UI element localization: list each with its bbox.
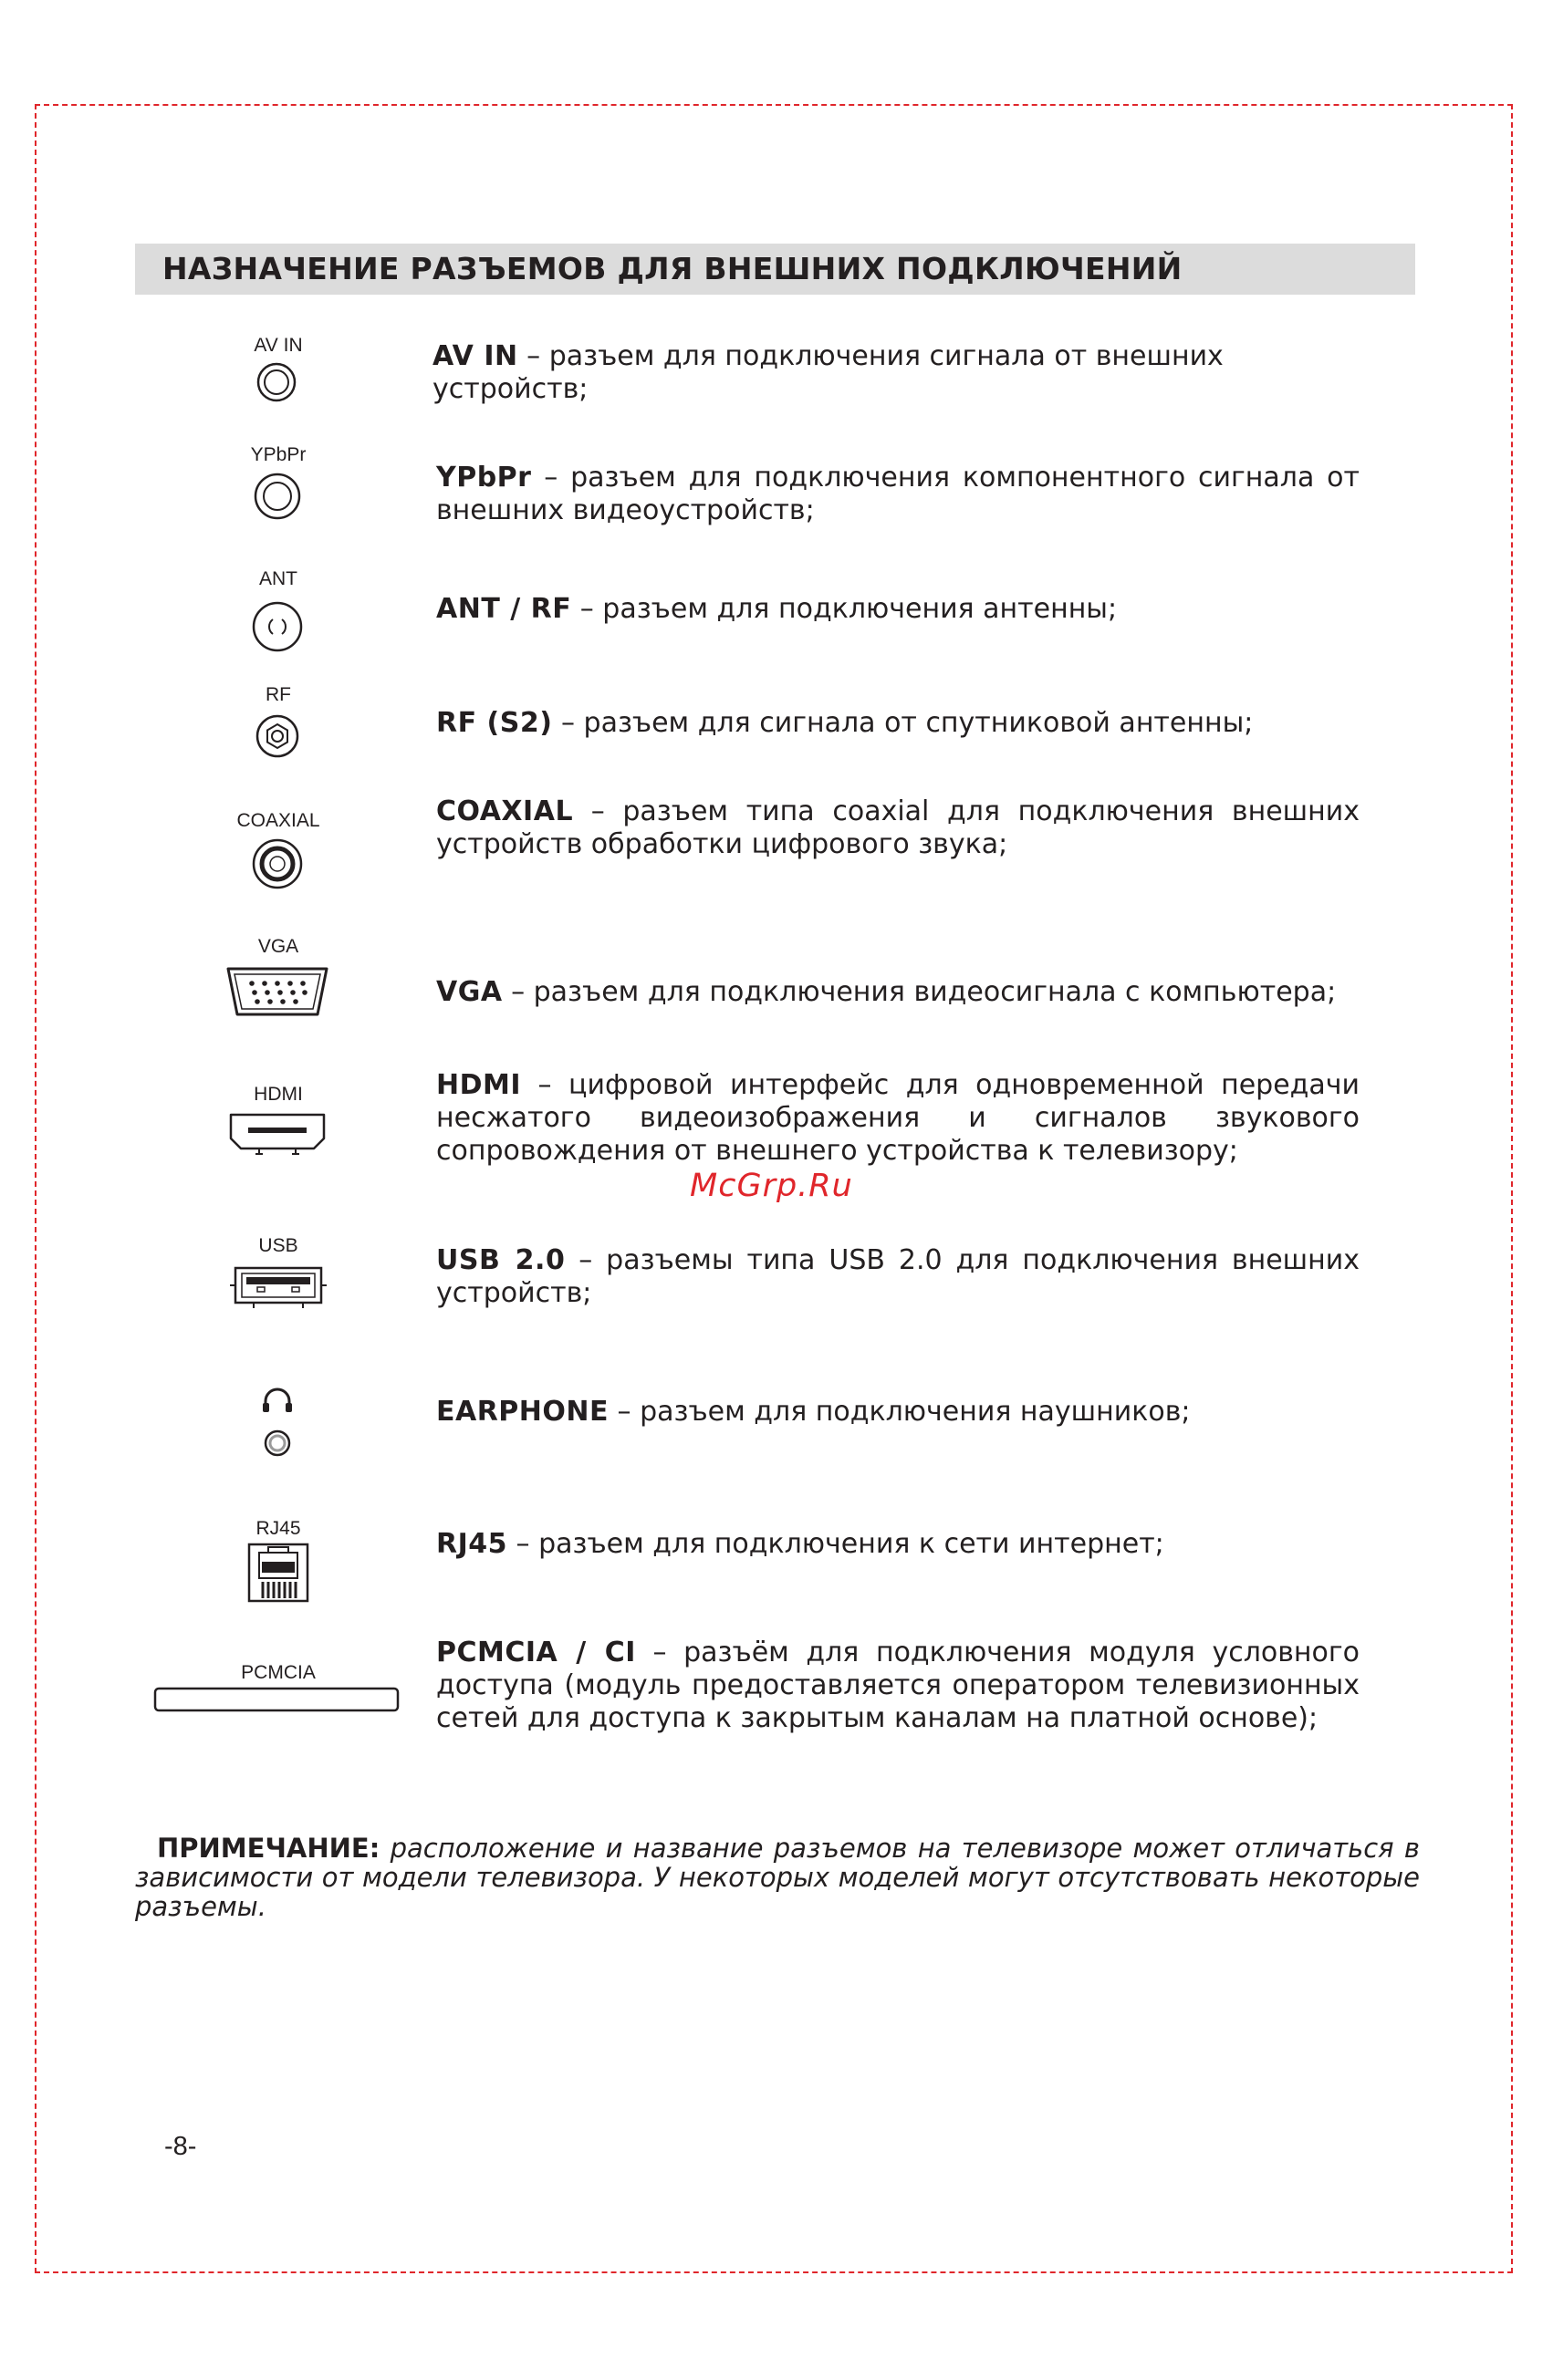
usb-icon-label: USB (258, 1235, 298, 1256)
av-in-icon-label: AV IN (254, 335, 303, 356)
headphone-jack-icon (259, 1387, 296, 1461)
rca-jack-icon (255, 361, 297, 403)
connector-description: COAXIAL – разъем типа coaxial для подключения внешних устройств обработки цифрового звука; (436, 795, 1360, 860)
connector-description: EARPHONE – разъем для подключения наушников; (436, 1396, 1191, 1428)
vga-port-icon (224, 965, 330, 1018)
connector-description: VGA – разъем для подключения видеосигнала с компьютера; (436, 976, 1337, 1008)
note-label: ПРИМЕЧАНИЕ: (157, 1833, 380, 1864)
hdmi-port-icon (228, 1111, 327, 1157)
ypbpr-icon-label: YPbPr (250, 444, 307, 465)
vga-icon-label: VGA (257, 936, 299, 957)
pcmcia-slot-icon (153, 1686, 401, 1713)
connector-description: AV IN – разъем для подключения сигнала от внешних устройств; (433, 340, 1224, 405)
coaxial-icon-label: COAXIAL (236, 810, 320, 831)
note (135, 1834, 1420, 1921)
hdmi-icon-label: HDMI (254, 1084, 303, 1105)
note-text: расположение и название разъемов на телевизоре может отличаться в зависимости от модели телевизора. У некоторых моделей могут отсутствовать некоторые разъемы. (135, 1833, 1420, 1922)
usb-port-icon (234, 1263, 323, 1310)
connector-description: YPbPr – разъем для подключения компонентного сигнала от внешних видеоустройств; (436, 462, 1360, 526)
page-title: НАЗНАЧЕНИЕ РАЗЪЕМОВ ДЛЯ ВНЕШНИХ ПОДКЛЮЧЕНИЙ (162, 251, 1183, 286)
coaxial-jack-icon (252, 838, 303, 889)
page-number: -8- (164, 2132, 197, 2161)
connector-description: PCMCIA / CI – разъём для подключения модуля условного доступа (модуль предоставляется оператором телевизионных сетей для доступа к закрытым каналам на платной основе); (436, 1637, 1360, 1734)
antenna-jack-icon (252, 601, 303, 652)
connector-description: ANT / RF – разъем для подключения антенны; (436, 593, 1118, 625)
rca-jack-icon (254, 473, 301, 520)
connector-description: RF (S2) – разъем для сигнала от спутниковой антенны; (436, 707, 1254, 739)
section-header (135, 244, 1415, 295)
connector-description: RJ45 – разъем для подключения к сети интернет; (436, 1528, 1164, 1560)
connector-description: HDMI – цифровой интерфейс для одновременной передачи несжатого видеоизображения и сигналов звукового сопровождения от внешнего устройства к телевизору; (436, 1069, 1360, 1167)
pcmcia-icon-label: PCMCIA (241, 1662, 316, 1683)
connector-description: USB 2.0 – разъемы типа USB 2.0 для подключения внешних устройств; (436, 1244, 1360, 1309)
rj45-icon-label: RJ45 (255, 1518, 301, 1539)
watermark: McGrp.Ru (690, 1168, 853, 1204)
satellite-jack-icon (255, 714, 299, 758)
rj45-port-icon (246, 1542, 310, 1604)
ant-icon-label: ANT (259, 568, 297, 589)
rf-icon-label: RF (266, 684, 291, 705)
